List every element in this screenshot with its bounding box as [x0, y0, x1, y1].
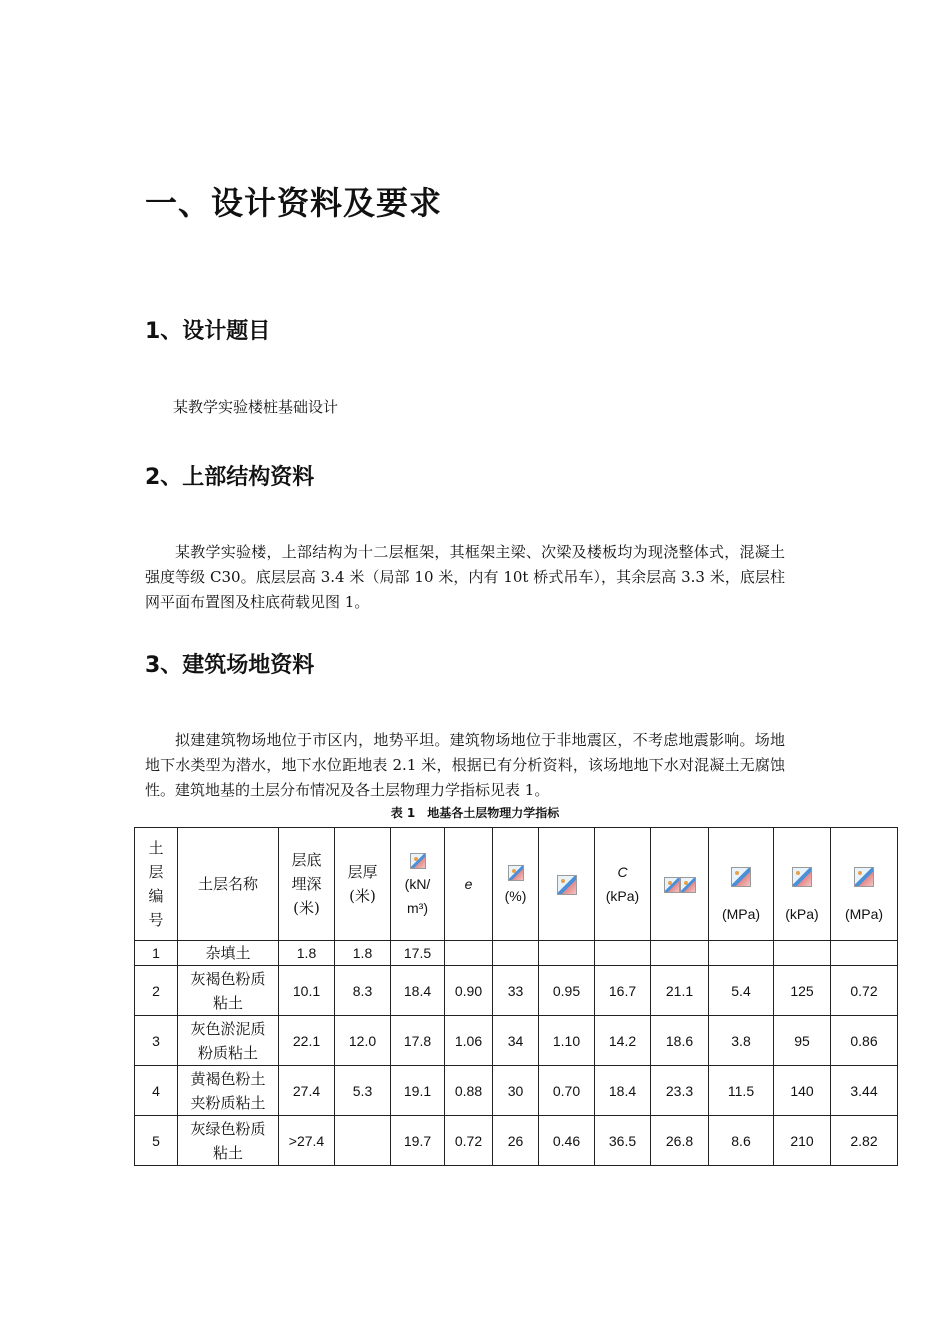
cell-unit-weight: 17.8 [391, 1016, 445, 1066]
cell-thickness: 1.8 [335, 941, 391, 966]
soil-properties-table [134, 827, 898, 1166]
cell-void-ratio: 0.88 [445, 1066, 493, 1116]
cell-water-content [493, 941, 539, 966]
image-placeholder-icon [731, 867, 751, 887]
cell-compression-modulus [709, 941, 774, 966]
cell-void-ratio: 1.06 [445, 1016, 493, 1066]
heading-site-data: 3、建筑场地资料 [145, 653, 315, 678]
cell-name: 杂填土 [178, 941, 279, 966]
cell-name-line: 灰绿色粉质 [190, 1119, 266, 1138]
cell-compression-modulus: 8.6 [709, 1116, 774, 1166]
header-cone-resistance [831, 828, 898, 941]
cell-liquidity-index [539, 941, 595, 966]
cell-liquidity-index: 0.70 [539, 1066, 595, 1116]
header-cohesion [595, 828, 651, 941]
cell-thickness [335, 1116, 391, 1166]
table-row [135, 941, 898, 966]
design-topic-text: 某教学实验楼桩基础设计 [173, 398, 339, 416]
cell-water-content: 30 [493, 1066, 539, 1116]
cell-cone-resistance: 2.82 [831, 1116, 898, 1166]
cell-friction-angle [651, 941, 709, 966]
cell-friction-angle: 26.8 [651, 1116, 709, 1166]
cell-name-line: 灰褐色粉质 [190, 969, 266, 988]
cell-thickness: 5.3 [335, 1066, 391, 1116]
cell-cone-resistance: 0.86 [831, 1016, 898, 1066]
cell-unit-weight: 17.5 [391, 941, 445, 966]
cell-cohesion: 16.7 [595, 966, 651, 1016]
header-text: 号 [148, 911, 164, 929]
table-header-row [135, 828, 898, 941]
header-text: (kN/ [404, 876, 431, 892]
cell-depth: 10.1 [279, 966, 335, 1016]
header-text: (MPa) [844, 906, 884, 922]
cell-void-ratio: 0.90 [445, 966, 493, 1016]
cell-water-content: 26 [493, 1116, 539, 1166]
cell-name [178, 966, 279, 1016]
table-row [135, 966, 898, 1016]
header-text: (米) [349, 887, 376, 905]
image-placeholder-icon [508, 865, 524, 881]
cell-water-content: 33 [493, 966, 539, 1016]
cell-thickness: 8.3 [335, 966, 391, 1016]
cell-name-line: 粉质粘土 [197, 1043, 258, 1062]
table-row [135, 1066, 898, 1116]
header-text: (%) [504, 888, 527, 904]
cell-name [178, 1066, 279, 1116]
site-data-text: 拟建建筑物场地位于市区内，地势平坦。建筑物场地位于非地震区，不考虑地震影响。场地地下水类型为潜水，地下水位距地表 2.1 米，根据已有分析资料，该场地地下水对混凝土无腐蚀性。建筑地基的土层分布情况及各土层物理力学指标见表 1。 [145, 731, 785, 799]
header-text: 土 [148, 839, 164, 857]
cell-cohesion: 18.4 [595, 1066, 651, 1116]
image-placeholder-icon [664, 877, 680, 893]
cell-name [178, 1116, 279, 1166]
cell-friction-angle: 23.3 [651, 1066, 709, 1116]
cell-depth: 1.8 [279, 941, 335, 966]
header-text: 编 [148, 887, 164, 905]
cell-bearing-capacity [774, 941, 831, 966]
cell-no: 5 [135, 1116, 178, 1166]
cell-bearing-capacity: 210 [774, 1116, 831, 1166]
header-layer-no [135, 828, 178, 941]
section-title: 一、设计资料及要求 [145, 184, 443, 222]
header-compression-modulus [709, 828, 774, 941]
cell-compression-modulus: 3.8 [709, 1016, 774, 1066]
header-unit-weight [391, 828, 445, 941]
cell-unit-weight: 18.4 [391, 966, 445, 1016]
header-text: 层 [148, 863, 164, 881]
cell-compression-modulus: 5.4 [709, 966, 774, 1016]
cell-no: 2 [135, 966, 178, 1016]
cell-cone-resistance: 3.44 [831, 1066, 898, 1116]
heading-superstructure: 2、上部结构资料 [145, 465, 315, 490]
header-text: C [617, 864, 628, 880]
header-void-ratio: e [445, 828, 493, 941]
cell-no: 1 [135, 941, 178, 966]
cell-void-ratio: 0.72 [445, 1116, 493, 1166]
cell-depth: >27.4 [279, 1116, 335, 1166]
header-text: (MPa) [721, 906, 761, 922]
header-text: (米) [293, 899, 320, 917]
table-caption: 表 1 地基各土层物理力学指标 [390, 806, 560, 820]
header-friction-angle [651, 828, 709, 941]
cell-bearing-capacity: 95 [774, 1016, 831, 1066]
cell-friction-angle: 21.1 [651, 966, 709, 1016]
cell-name-line: 粘土 [212, 993, 243, 1012]
cell-no: 4 [135, 1066, 178, 1116]
image-placeholder-icon [410, 853, 426, 869]
cell-void-ratio [445, 941, 493, 966]
cell-cohesion: 14.2 [595, 1016, 651, 1066]
cell-liquidity-index: 0.46 [539, 1116, 595, 1166]
table-row [135, 1116, 898, 1166]
cell-thickness: 12.0 [335, 1016, 391, 1066]
cell-cohesion [595, 941, 651, 966]
image-placeholder-icon [557, 875, 577, 895]
header-bearing-capacity [774, 828, 831, 941]
cell-liquidity-index: 1.10 [539, 1016, 595, 1066]
header-text: (kPa) [785, 906, 819, 922]
header-text: (kPa) [605, 888, 640, 904]
cell-bearing-capacity: 125 [774, 966, 831, 1016]
cell-name-line: 黄褐色粉土 [190, 1069, 266, 1088]
cell-unit-weight: 19.7 [391, 1116, 445, 1166]
cell-depth: 27.4 [279, 1066, 335, 1116]
cell-no: 3 [135, 1016, 178, 1066]
superstructure-text: 某教学实验楼，上部结构为十二层框架，其框架主梁、次梁及楼板均为现浇整体式，混凝土强度等级 C30。底层层高 3.4 米（局部 10 米，内有 10t 桥式吊车），其余层高 3.3 米，底层柱网平面布置图及柱底荷载见图 1。 [145, 543, 785, 611]
cell-name-line: 夹粉质粘土 [190, 1093, 266, 1112]
cell-cone-resistance: 0.72 [831, 966, 898, 1016]
image-placeholder-icon [680, 877, 696, 893]
cell-compression-modulus: 11.5 [709, 1066, 774, 1116]
cell-depth: 22.1 [279, 1016, 335, 1066]
cell-unit-weight: 19.1 [391, 1066, 445, 1116]
header-bottom-depth [279, 828, 335, 941]
header-liquidity-index [539, 828, 595, 941]
table-row [135, 1016, 898, 1066]
header-text: m³) [407, 900, 428, 916]
cell-name-line: 粘土 [212, 1143, 243, 1162]
cell-cone-resistance [831, 941, 898, 966]
header-layer-name: 土层名称 [178, 828, 279, 941]
cell-friction-angle: 18.6 [651, 1016, 709, 1066]
header-text: 层厚 [347, 863, 378, 881]
cell-name [178, 1016, 279, 1066]
cell-water-content: 34 [493, 1016, 539, 1066]
heading-design-topic: 1、设计题目 [145, 319, 271, 344]
header-thickness [335, 828, 391, 941]
cell-liquidity-index: 0.95 [539, 966, 595, 1016]
cell-bearing-capacity: 140 [774, 1066, 831, 1116]
image-placeholder-icon [854, 867, 874, 887]
header-text: 埋深 [291, 875, 322, 893]
cell-cohesion: 36.5 [595, 1116, 651, 1166]
header-water-content [493, 828, 539, 941]
image-placeholder-icon [792, 867, 812, 887]
header-text: 层底 [291, 851, 322, 869]
cell-name-line: 灰色淤泥质 [190, 1019, 266, 1038]
